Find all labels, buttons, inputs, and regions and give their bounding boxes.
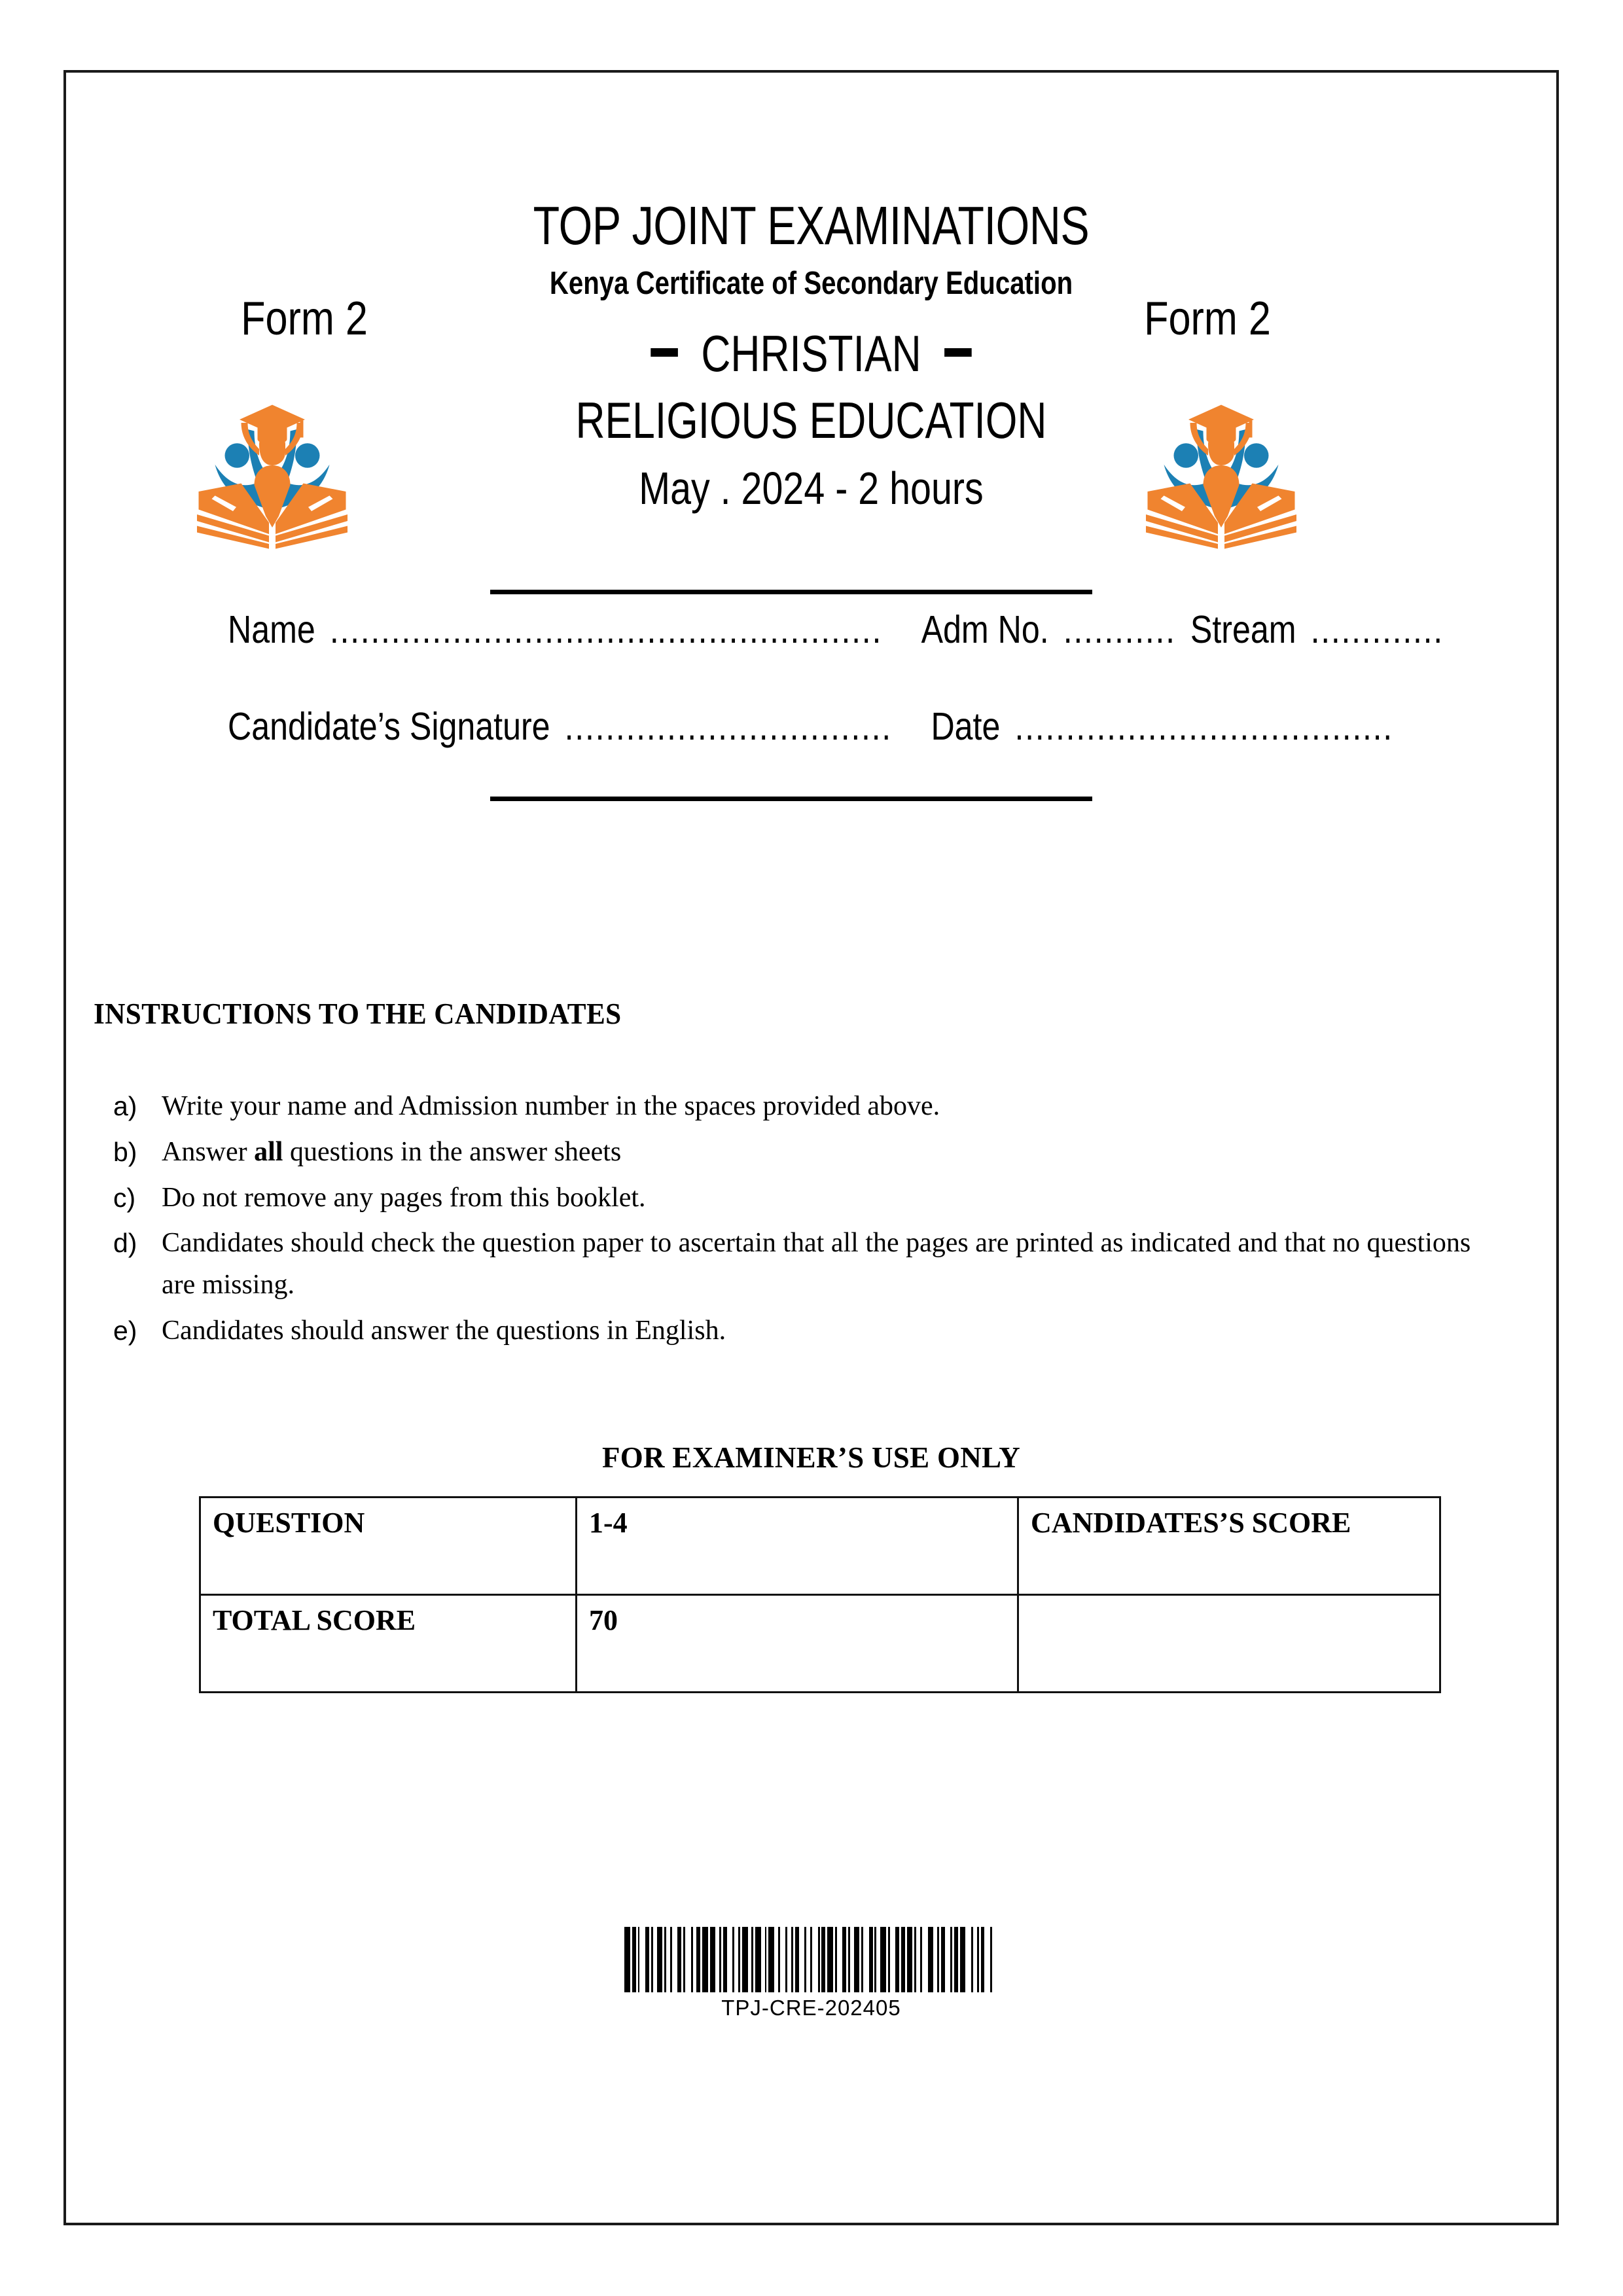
candidate-field-row-signature <box>228 705 1393 748</box>
instructions-list <box>113 1086 1507 1356</box>
name-input-dots[interactable]: ...................................................... <box>329 608 883 651</box>
date-input-dots[interactable]: ..................................... <box>1014 705 1393 748</box>
table-cell: 1-4 <box>577 1498 1018 1595</box>
adm-no-input-dots[interactable]: ........... <box>1063 608 1176 651</box>
instruction-text: Candidates should answer the questions in English. <box>162 1316 726 1346</box>
header-rule-top <box>490 590 1092 594</box>
instruction-item <box>113 1132 1507 1174</box>
instruction-text: Do not remove any pages from this booklet. <box>162 1182 646 1213</box>
instructions-heading: INSTRUCTIONS TO THE CANDIDATES <box>94 997 622 1030</box>
instruction-text: Candidates should check the question paper to ascertain that all the pages are printed as indicated and that no questions are missing. <box>162 1228 1471 1300</box>
instruction-item <box>113 1310 1507 1352</box>
page-border <box>63 70 1559 2225</box>
examiner-use-heading: FOR EXAMINER’S USE ONLY <box>601 1441 1021 1474</box>
header-rule-bottom <box>490 797 1092 801</box>
name-label: Name <box>228 608 315 651</box>
exam-header <box>66 73 1556 910</box>
table-cell: QUESTION <box>200 1498 577 1595</box>
instruction-item <box>113 1177 1507 1219</box>
subject-line-2: RELIGIOUS EDUCATION <box>575 391 1047 449</box>
table-row <box>200 1498 1440 1595</box>
instruction-item <box>113 1086 1507 1128</box>
instruction-text: Answer all questions in the answer sheets <box>162 1136 622 1167</box>
table-row <box>200 1595 1440 1693</box>
barcode-caption: TPJ-CRE-202405 <box>721 1996 901 2020</box>
instruction-marker: a) <box>113 1091 137 1121</box>
dash-right-icon <box>944 348 972 357</box>
candidate-field-row-name <box>228 608 1444 651</box>
form-label-left: Form 2 <box>241 293 368 345</box>
table-cell[interactable] <box>1018 1595 1440 1693</box>
exam-date: May . 2024 - 2 hours <box>639 463 984 514</box>
instruction-item <box>113 1223 1507 1306</box>
exam-subtitle: Kenya Certificate of Secondary Education <box>549 266 1073 301</box>
barcode-block <box>66 1918 1556 2020</box>
instruction-marker: d) <box>113 1228 137 1259</box>
exam-title: TOP JOINT EXAMINATIONS <box>533 195 1090 256</box>
subject-name-line1: CHRISTIAN <box>701 325 921 382</box>
form-label-right: Form 2 <box>1144 293 1271 345</box>
instruction-emphasis: all <box>254 1136 283 1167</box>
subject-line-1 <box>425 325 1198 382</box>
date-label: Date <box>931 705 1001 748</box>
dash-left-icon <box>651 348 679 357</box>
signature-input-dots[interactable]: ................................ <box>564 705 892 748</box>
instruction-text: Write your name and Admission number in the spaces provided above. <box>162 1091 940 1121</box>
table-cell[interactable]: CANDIDATES’S SCORE <box>1018 1498 1440 1595</box>
stream-label: Stream <box>1190 608 1296 651</box>
barcode-image <box>624 1927 997 1992</box>
table-cell: 70 <box>577 1595 1018 1693</box>
stream-input-dots[interactable]: ............. <box>1310 608 1444 651</box>
instruction-marker: c) <box>113 1182 136 1213</box>
table-cell: TOTAL SCORE <box>200 1595 577 1693</box>
adm-no-label: Adm No. <box>921 608 1049 651</box>
instruction-marker: b) <box>113 1136 137 1167</box>
examiner-score-table <box>199 1496 1441 1693</box>
signature-label: Candidate’s Signature <box>228 705 550 748</box>
instruction-marker: e) <box>113 1316 137 1346</box>
